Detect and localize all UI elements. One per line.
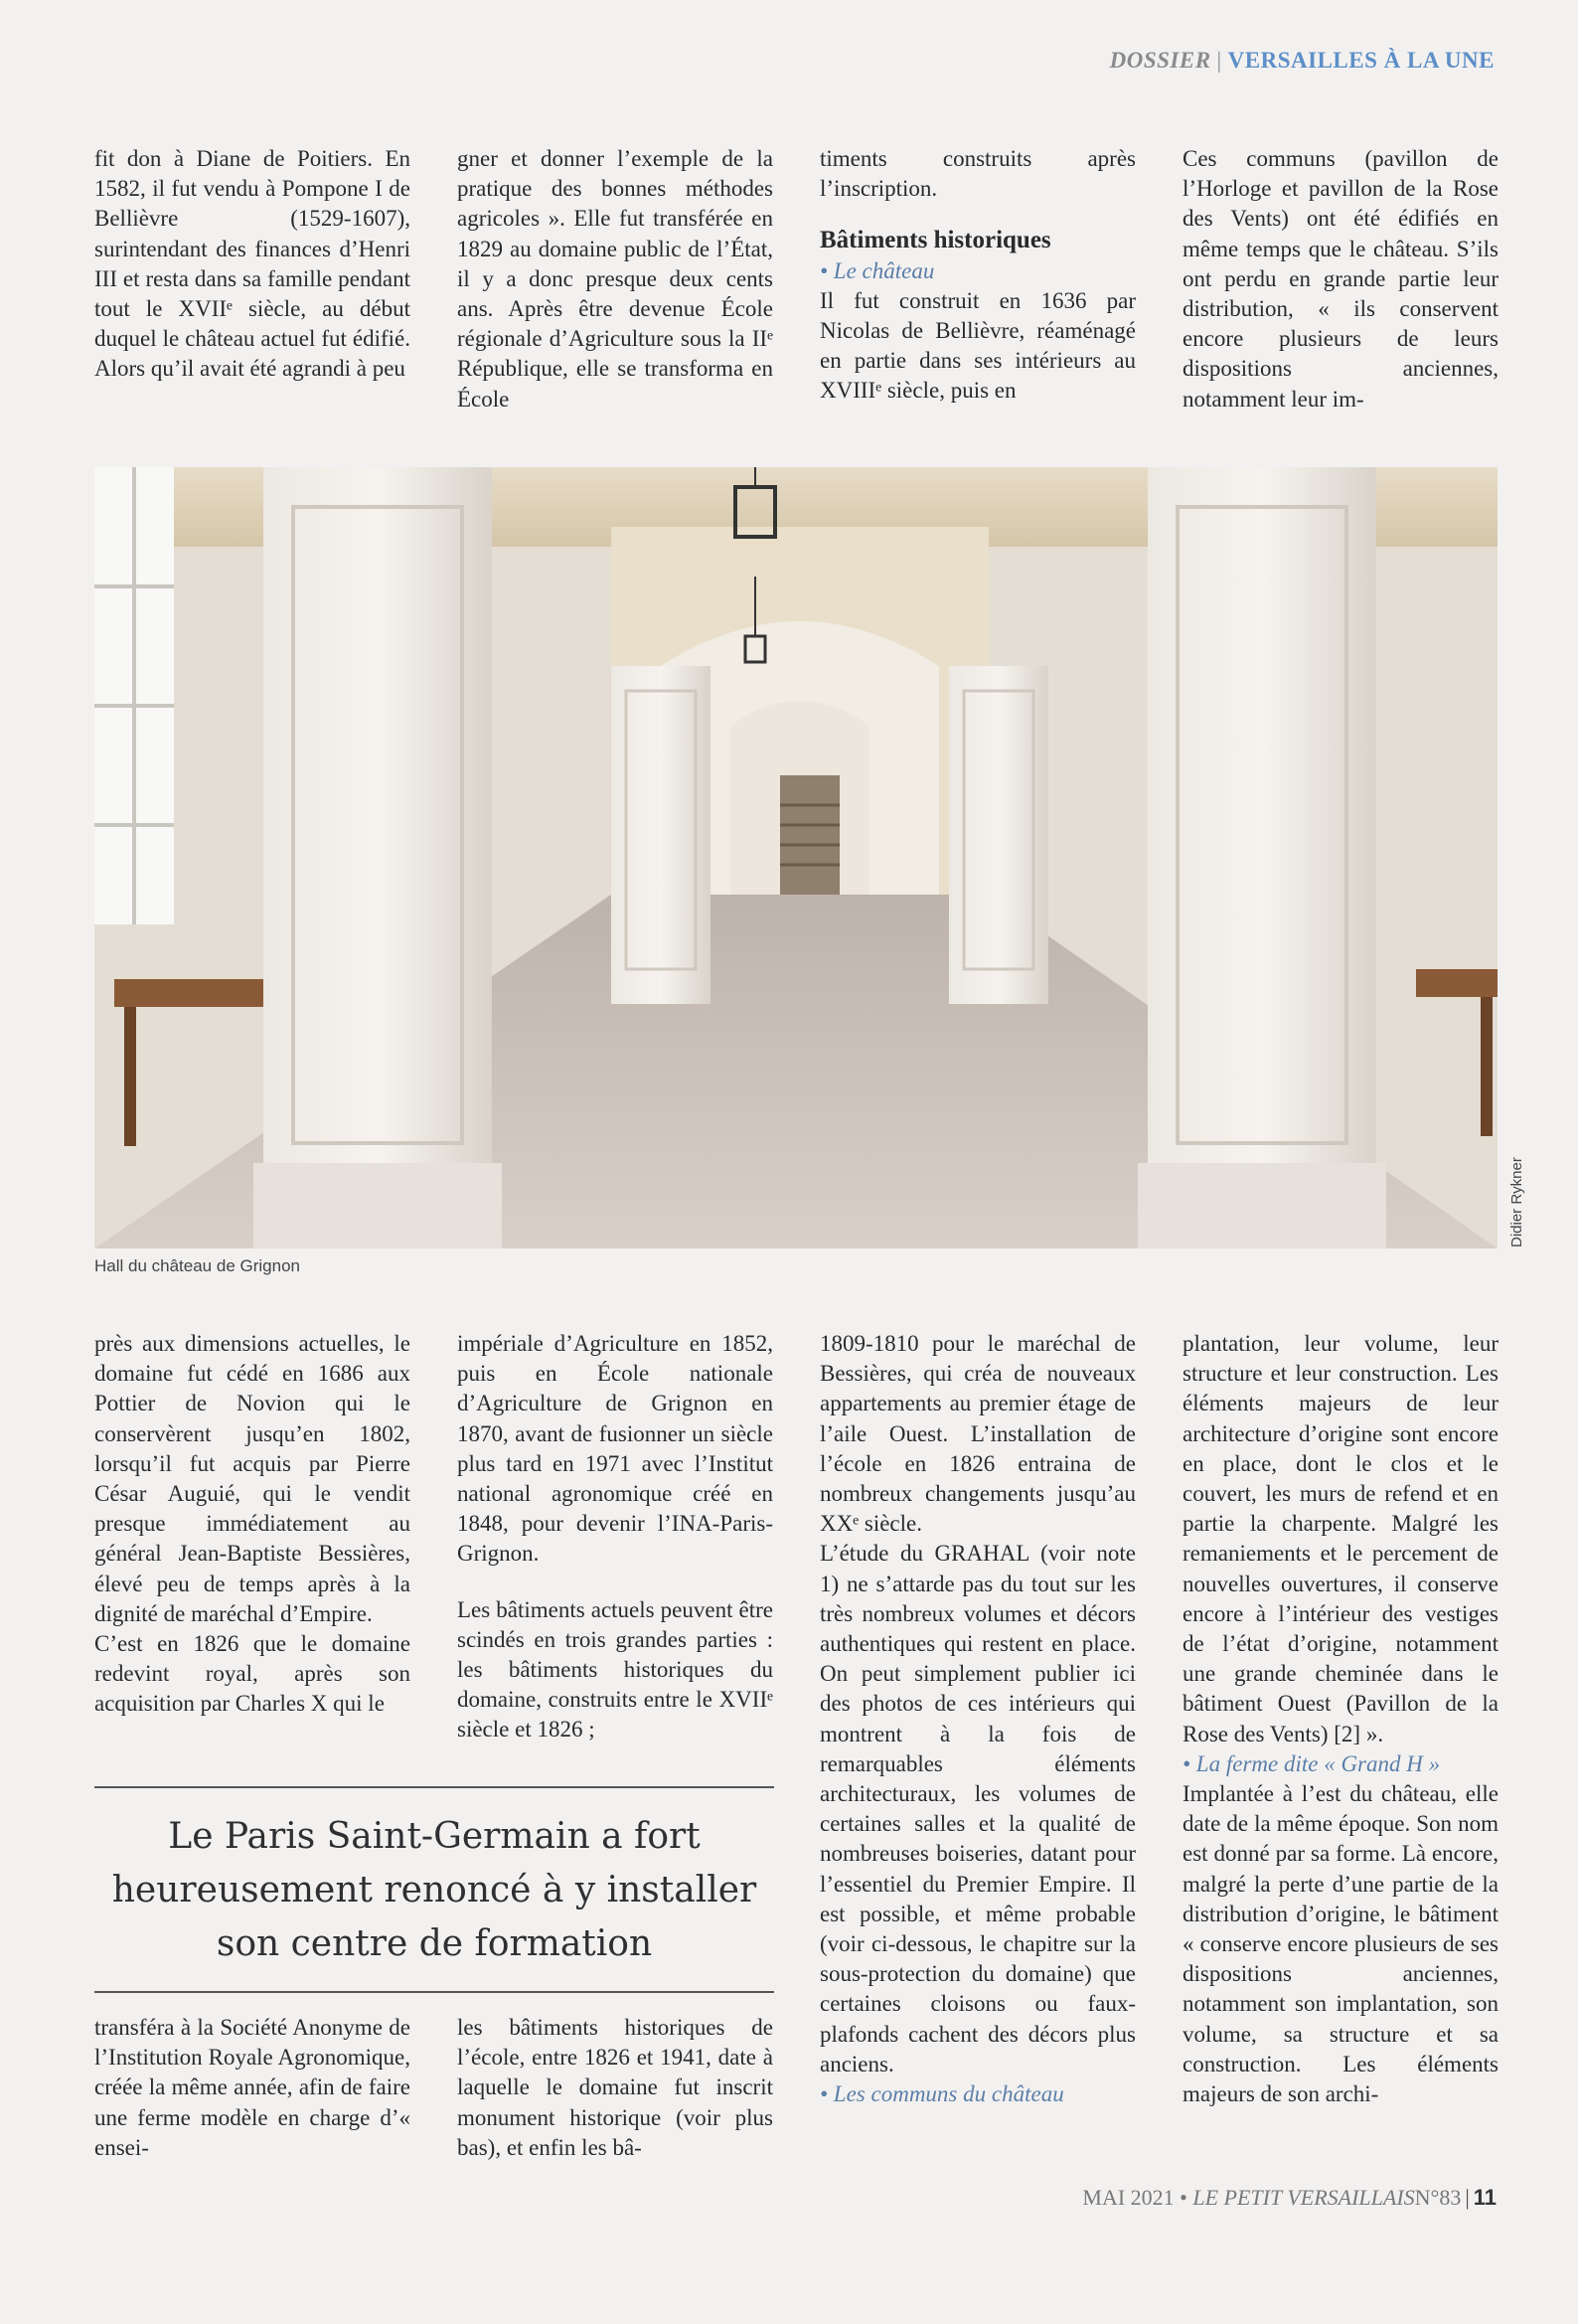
footer-separator: |	[1465, 2185, 1470, 2210]
paragraph: fit don à Diane de Poitiers. En 1582, il fut vendu à Pompone I de Bellièvre (1529-1607), surintendant des finances d’Henri III et resta dans sa famille pendant tout le XVIIᵉ siècle, au début duquel le château actuel fut édifié. Alors qu’il avait été agrandi à peu	[94, 146, 410, 382]
article-column-bottom-2	[457, 2013, 773, 2163]
hall-illustration	[94, 467, 1498, 1248]
article-column-mid-2	[457, 1329, 773, 1745]
article-column-top-3	[820, 144, 1136, 407]
issue-number: N°83	[1414, 2185, 1462, 2210]
subsection-label: • Le château	[820, 257, 935, 283]
paragraph: plantation, leur volume, leur structure et leur construction. Les éléments majeurs de leur architecture d’origine sont encore en place, dont le clos et le couvert, les murs de refend et en partie la charpente. Malgré les remaniements et le percement de nouvelles ouvertures, il conserve encore à l’intérieur des vestiges de l’état d’origine, notamment une grande cheminée dans le bâtiment Ouest (Pavillon de la Rose des Vents) [2] ».	[1183, 1331, 1499, 1746]
article-column-mid-4	[1183, 1329, 1499, 2109]
paragraph: Implantée à l’est du château, elle date de la même époque. Son nom est donné par sa forme. Là encore, malgré la perte d’une partie de la distribution d’origine, le bâtiment « conserve encore plusieurs de ses dispositions anciennes, notamment son implantation, son volume, sa structure et sa construction. Les éléments majeurs de son archi-	[1183, 1781, 1499, 2107]
subsection-label: • La ferme dite « Grand H »	[1183, 1750, 1441, 1776]
paragraph: timents construits après l’inscription.	[820, 146, 1136, 202]
article-column-bottom-1	[94, 2013, 410, 2163]
pull-quote: Le Paris Saint-Germain a fort heureusement renoncé à y installer son centre de formation	[94, 1786, 774, 1993]
paragraph: transféra à la Société Anonyme de l’Institution Royale Agronomique, créée la même année, afin de faire une ferme modèle en charge d’« ensei-	[94, 2015, 410, 2160]
subsection-label: • Les communs du château	[820, 2081, 1064, 2107]
paragraph: L’étude du GRAHAL (voir note 1) ne s’attarde pas du tout sur les très nombreux volumes et décors authentiques qui restent en place. On peut simplement publier ici des photos de ces intérieurs qui montrent à la fois de remarquables éléments architecturaux, les volumes de certaines salles et la qualité de nombreuses boiseries, datant pour l’essentiel du Premier Empire. Il est possible, et même probable (voir ci-dessous, le chapitre sur la sous-protection du domaine) que certaines cloisons ou faux-plafonds cachent des décors plus anciens.	[820, 1541, 1136, 2076]
section-header	[1110, 48, 1495, 74]
paragraph: Ces communs (pavillon de l’Horloge et pavillon de la Rose des Vents) ont été édifiés en même temps que le château. S’ils ont perdu en grande partie leur distribution, « ils conservent encore plusieurs de leurs dispositions anciennes, notamment leur im-	[1183, 146, 1499, 412]
paragraph: gner et donner l’exemple de la pratique des bonnes méthodes agricoles ». Elle fut transférée en 1829 au domaine public de l’État, il y a donc presque deux cents ans. Après être devenue École régionale d’Agriculture sous la IIᵉ République, elle se transforma en École	[457, 146, 773, 412]
article-column-top-4	[1183, 144, 1499, 415]
page-footer	[1082, 2185, 1497, 2211]
photo-credit: Didier Rykner	[1508, 1157, 1525, 1247]
magazine-name: LE PETIT VERSAILLAIS	[1192, 2185, 1415, 2210]
paragraph: près aux dimensions actuelles, le domaine fut cédé en 1686 aux Pottier de Novion qui le conservèrent jusqu’en 1802, lorsqu’il fut acquis par Pierre César Auguié, qui le vendit presque immédiatement au général Jean-Baptiste Bessières, élevé peu de temps après à la dignité de maréchal d’Empire.	[94, 1331, 410, 1626]
article-column-mid-1	[94, 1329, 410, 1720]
photo-caption: Hall du château de Grignon	[94, 1256, 300, 1275]
subheading-historic-buildings: Bâtiments historiques	[820, 227, 1051, 254]
paragraph: Il fut construit en 1636 par Nicolas de Bellièvre, réaménagé en partie dans ses intérieurs au XVIIIᵉ siècle, puis en	[820, 287, 1136, 404]
paragraph: les bâtiments historiques de l’école, entre 1826 et 1941, date à laquelle le domaine fut inscrit monument historique (voir plus bas), et enfin les bâ-	[457, 2015, 773, 2160]
section-label: DOSSIER	[1109, 48, 1211, 73]
header-separator: |	[1216, 48, 1222, 73]
paragraph: Les bâtiments actuels peuvent être scindés en trois grandes parties : les bâtiments historiques du domaine, construits entre le XVIIᵉ siècle et 1826 ;	[457, 1596, 773, 1743]
page-number: 11	[1473, 2185, 1497, 2210]
article-column-top-1	[94, 144, 410, 385]
hall-photo	[94, 467, 1498, 1248]
issue-date: MAI 2021 •	[1082, 2185, 1187, 2210]
paragraph: C’est en 1826 que le domaine redevint royal, après son acquisition par Charles X qui le	[94, 1631, 410, 1717]
article-column-top-2	[457, 144, 773, 415]
section-topic: VERSAILLES À LA UNE	[1227, 48, 1495, 73]
paragraph: impériale d’Agriculture en 1852, puis en École nationale d’Agriculture de Grignon en 1870, avant de fusionner un siècle plus tard en 1971 avec l’Institut national agronomique créé en 1848, pour devenir l’INA-Paris- Grignon.	[457, 1331, 773, 1567]
paragraph: 1809-1810 pour le maréchal de Bessières, qui créa de nouveaux appartements au premier étage de l’aile Ouest. L’installation de l’école en 1826 entraina de nombreux changements jusqu’au XXᵉ siècle.	[820, 1331, 1136, 1537]
article-column-mid-3	[820, 1329, 1136, 2109]
